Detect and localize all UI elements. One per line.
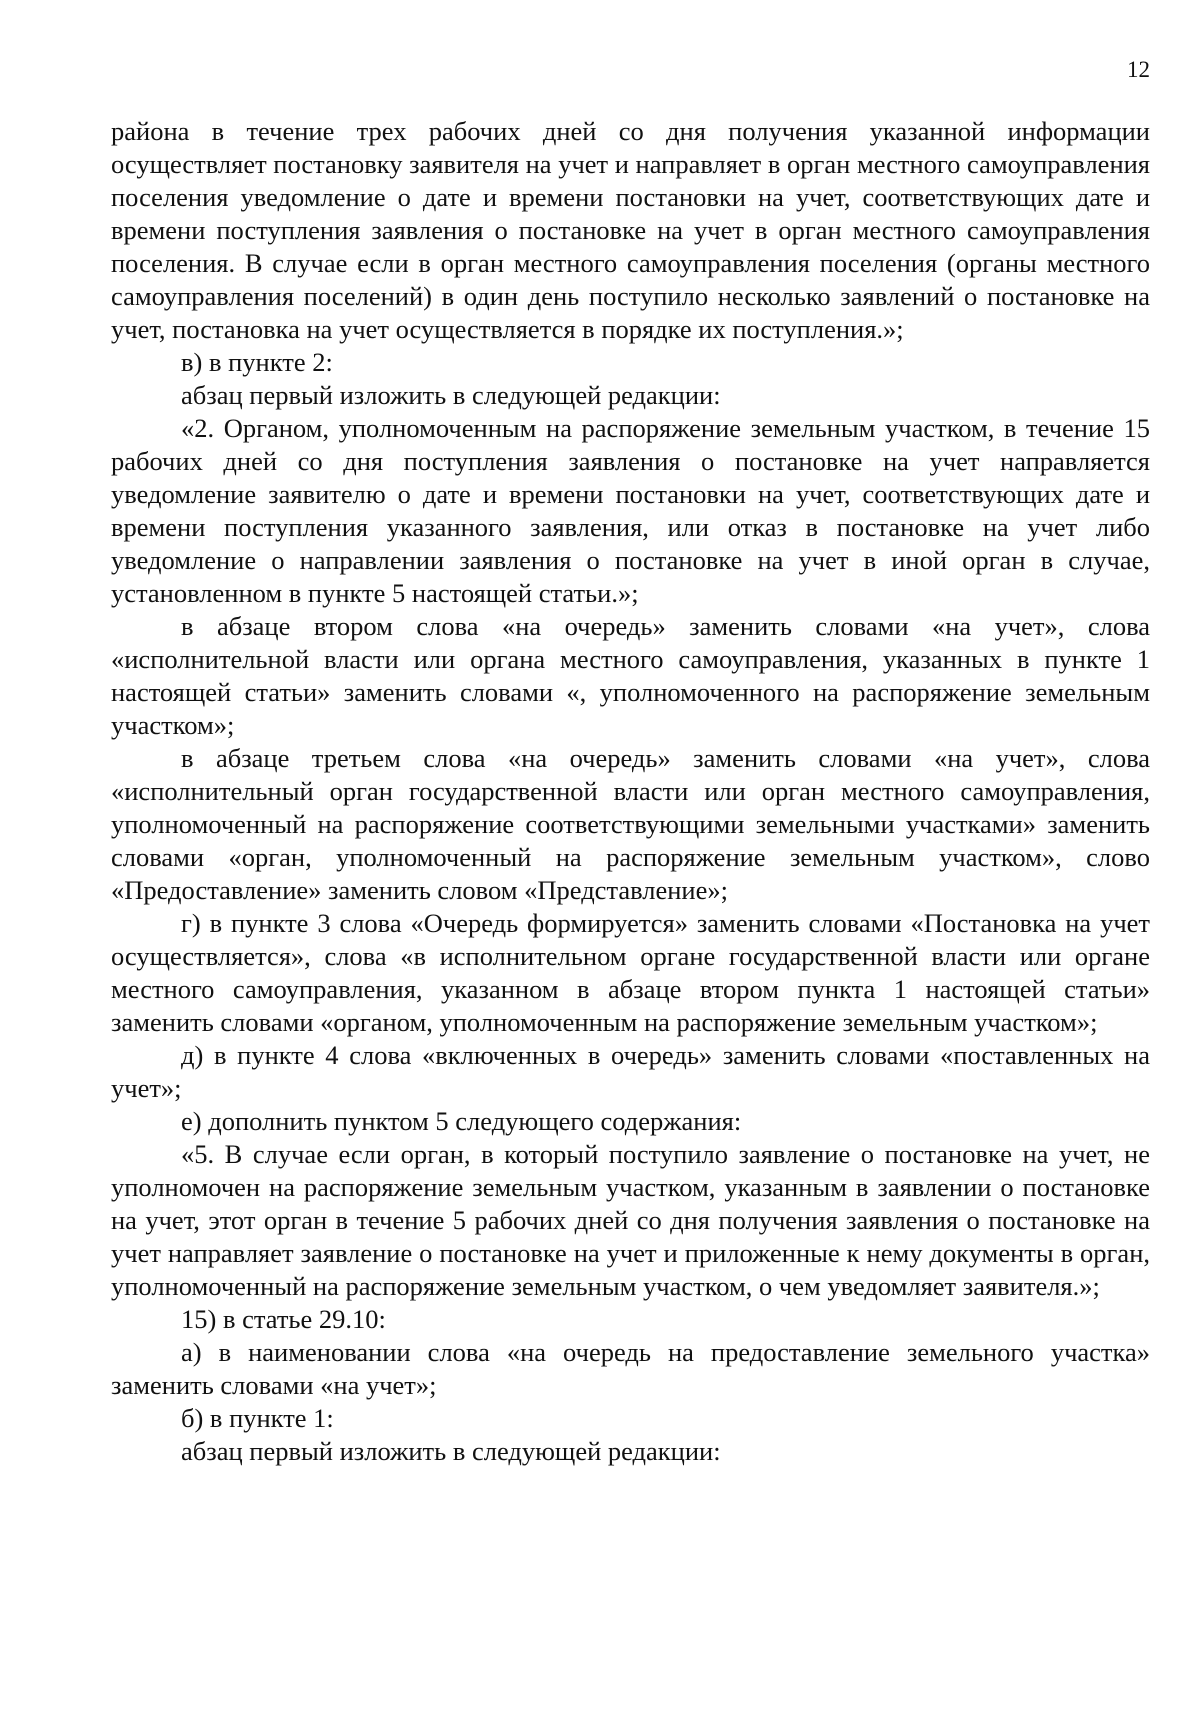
paragraph: а) в наименовании слова «на очередь на предоставление земельного участка» заменить словами «на учет»; [111, 1337, 1150, 1400]
paragraph: д) в пункте 4 слова «включенных в очередь» заменить словами «поставленных на учет»; [111, 1040, 1150, 1103]
paragraph: абзац первый изложить в следующей редакции: [181, 380, 721, 410]
page-number: 12 [1127, 57, 1150, 82]
paragraph: в абзаце втором слова «на очередь» заменить словами «на учет», слова «исполнительной власти или органа местного самоуправления, указанных в пункте 1 настоящей статьи» заменить словами «, уполномоченного на распоряжение земельным участком»; [111, 611, 1150, 740]
paragraph: в) в пункте 2: [181, 347, 333, 377]
paragraph: в абзаце третьем слова «на очередь» заменить словами «на учет», слова «исполнительный орган государственной власти или орган местного самоуправления, уполномоченный на распоряжение соответствующими земельными участками» заменить словами «орган, уполномоченный на распоряжение земельным участком», слово «Предоставление» заменить словом «Представление»; [111, 743, 1150, 905]
document-body [111, 115, 1150, 1468]
paragraph: района в течение трех рабочих дней со дня получения указанной информации осуществляет постановку заявителя на учет и направляет в орган местного самоуправления поселения уведомление о дате и времени постановки на учет, соответствующих дате и времени поступления заявления о постановке на учет в орган местного самоуправления поселения. В случае если в орган местного самоуправления поселения (органы местного самоуправления поселений) в один день поступило несколько заявлений о постановке на учет, постановка на учет осуществляется в порядке их поступления.»; [111, 116, 1150, 344]
paragraph: абзац первый изложить в следующей редакции: [181, 1436, 721, 1466]
paragraph: «2. Органом, уполномоченным на распоряжение земельным участком, в течение 15 рабочих дней со дня поступления заявления о постановке на учет направляется уведомление заявителю о дате и времени постановки на учет, соответствующих дате и времени поступления указанного заявления, или отказ в постановке на учет либо уведомление о направлении заявления о постановке на учет в иной орган в случае, установленном в пункте 5 настоящей статьи.»; [111, 413, 1150, 608]
paragraph: г) в пункте 3 слова «Очередь формируется» заменить словами «Постановка на учет осуществляется», слова «в исполнительном органе государственной власти или органе местного самоуправления, указанном в абзаце втором пункта 1 настоящей статьи» заменить словами «органом, уполномоченным на распоряжение земельным участком»; [111, 908, 1150, 1037]
paragraph: «5. В случае если орган, в который поступило заявление о постановке на учет, не уполномочен на распоряжение земельным участком, указанным в заявлении о постановке на учет, этот орган в течение 5 рабочих дней со дня получения заявления о постановке на учет направляет заявление о постановке на учет и приложенные к нему документы в орган, уполномоченный на распоряжение земельным участком, о чем уведомляет заявителя.»; [111, 1139, 1150, 1301]
paragraph: е) дополнить пунктом 5 следующего содержания: [181, 1106, 742, 1136]
paragraph: б) в пункте 1: [181, 1403, 334, 1433]
paragraph: 15) в статье 29.10: [181, 1304, 386, 1334]
